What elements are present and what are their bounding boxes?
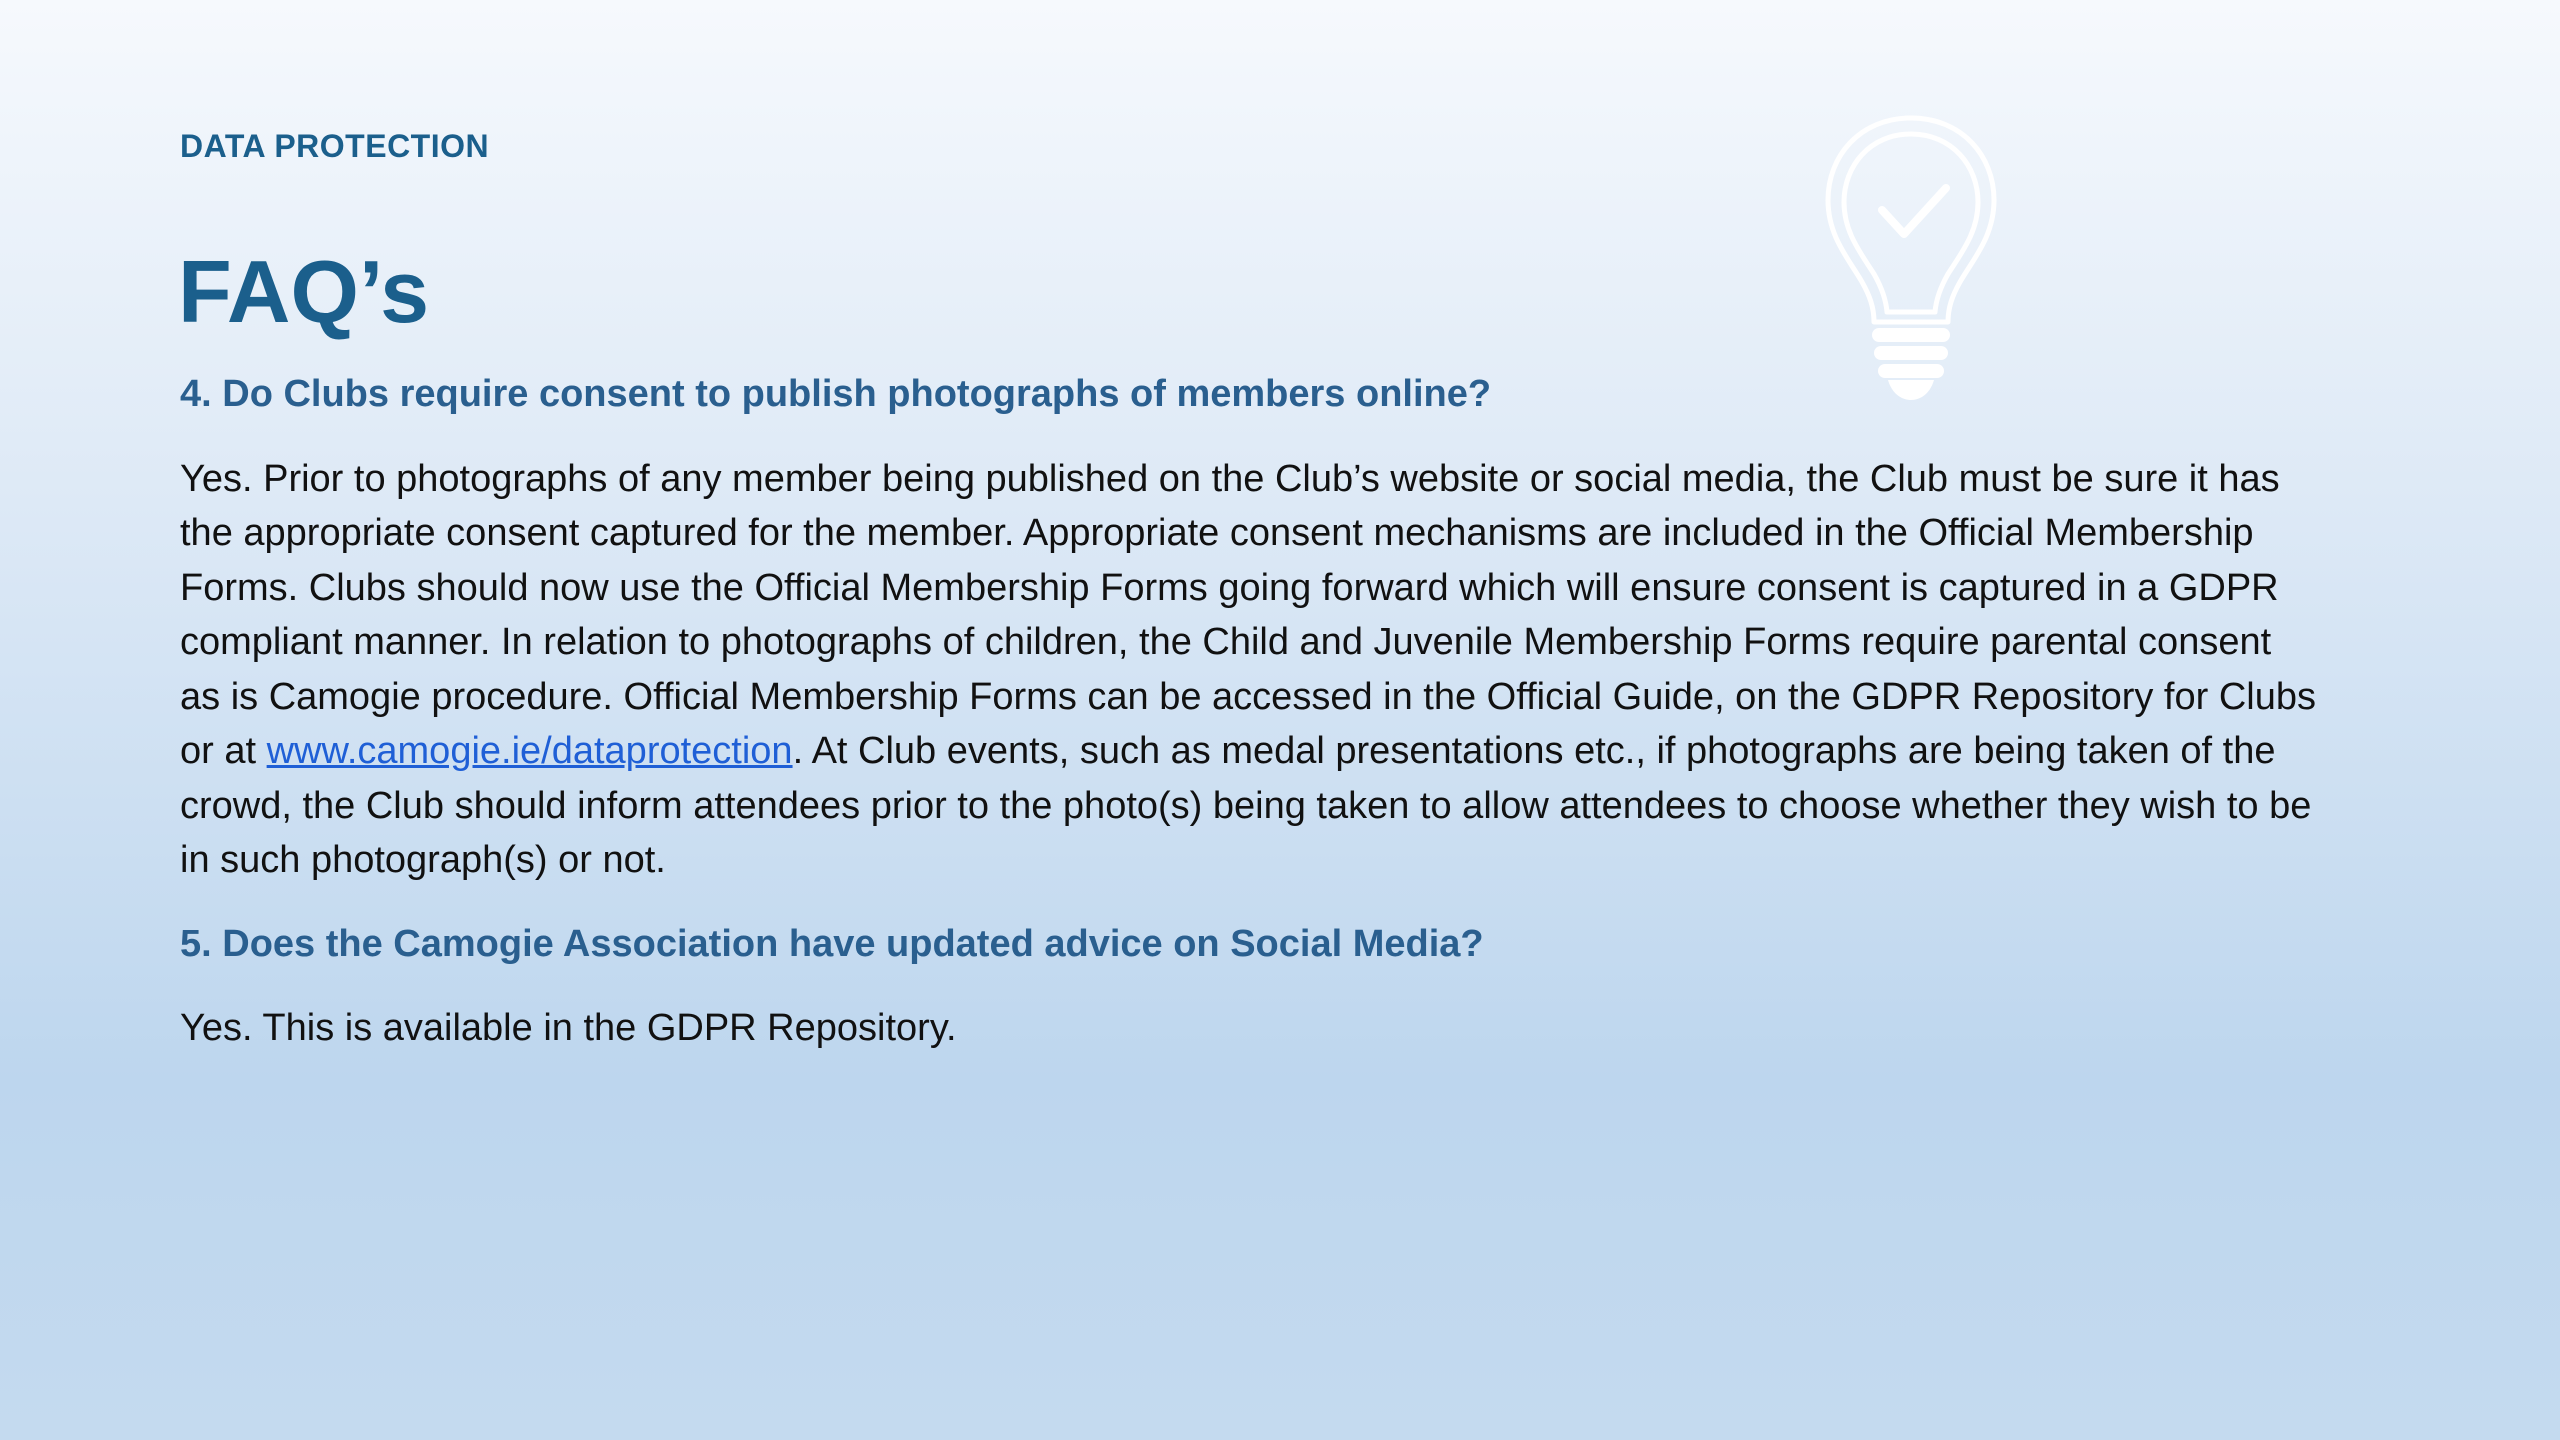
dataprotection-link[interactable]: www.camogie.ie/dataprotection bbox=[266, 730, 793, 773]
faq-question-5: 5. Does the Camogie Association have updated advice on Social Media? bbox=[180, 922, 1484, 965]
answer-text-part-1: Yes. Prior to photographs of any member being published on the Club’s website or social media, the Club must be sure it has the appropriate consent captured for the member. Appropriate consent mechanisms are included in the Official Membership Forms. Clubs should now use the Official Membership Forms going forward which will ensure consent is captured in a GDPR compliant manner. In relation to photographs of children, the Child and Juvenile Membership Forms require parental consent as is Camogie procedure. Official Membership Forms can be accessed in the Official Guide, on the GDPR Repository for Clubs or at bbox=[180, 457, 2316, 773]
lightbulb-check-icon bbox=[1820, 112, 2002, 404]
faq-answer-5: Yes. This is available in the GDPR Repository. bbox=[180, 1007, 957, 1050]
faq-answer-4 bbox=[180, 452, 2320, 888]
section-label: DATA PROTECTION bbox=[180, 128, 490, 164]
page-title: FAQ’s bbox=[178, 242, 430, 341]
faq-question-4: 4. Do Clubs require consent to publish photographs of members online? bbox=[180, 373, 1492, 415]
faq-content bbox=[180, 372, 2320, 1090]
answer-text-part-2: . At Club events, such as medal presentations etc., if photographs are being taken of the crowd, the Club should inform attendees prior to the photo(s) being taken to allow attendees to choose whether they wish to be in such photograph(s) or not. bbox=[180, 730, 2312, 882]
